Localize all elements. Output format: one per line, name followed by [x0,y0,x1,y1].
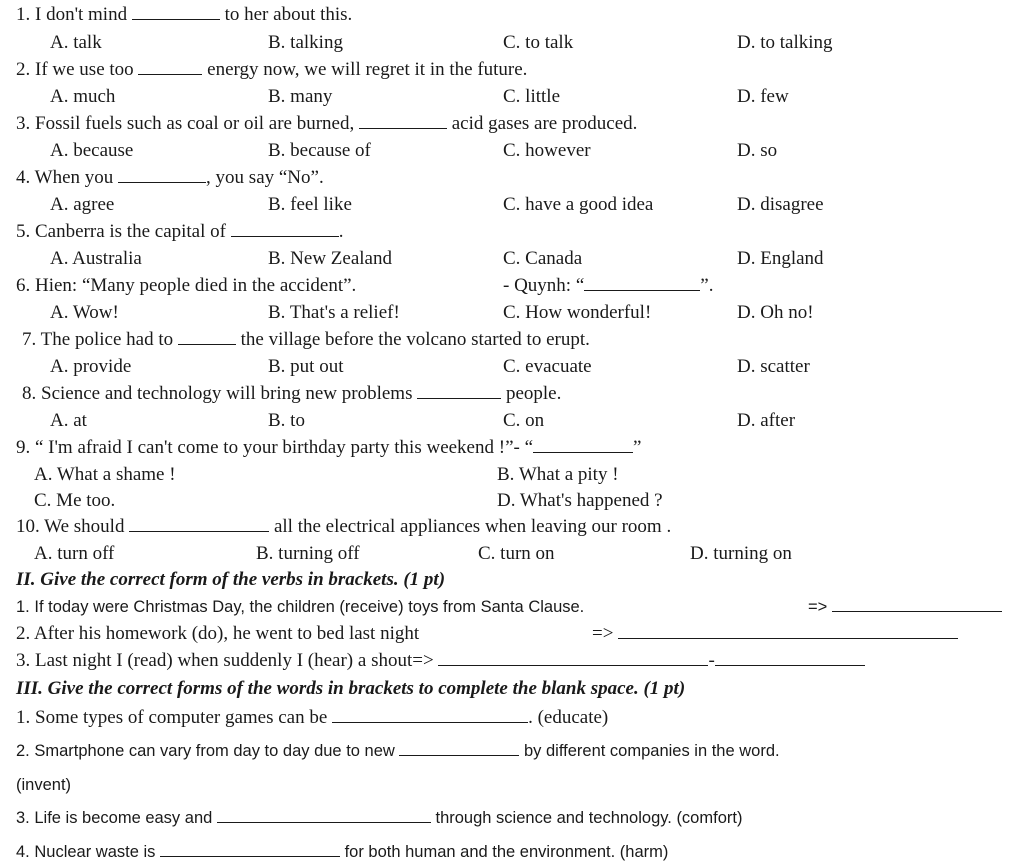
separator-text: - [708,650,715,671]
option-b[interactable]: B. What a pity ! [497,464,619,485]
item-text: through science and technology. (comfort) [435,809,743,827]
question-number: 10. [16,516,40,537]
option-a[interactable]: A. much [50,86,116,107]
verb-item-3 [16,650,865,672]
word-item-2 [16,740,780,762]
option-a[interactable]: A. Wow! [50,302,119,323]
answer-blank[interactable] [332,708,528,723]
answer-blank[interactable] [533,438,633,453]
question-text: the village before the volcano started to erupt. [240,329,590,350]
question-number: 2. [16,59,31,80]
option-c[interactable]: C. to talk [503,32,574,53]
question-text: Fossil fuels such as coal or oil are burned, [35,113,355,134]
answer-blank[interactable] [160,842,340,857]
answer-blank[interactable] [417,384,501,399]
item-text: After his homework (do), he went to bed last night [33,623,420,644]
option-b[interactable]: B. turning off [256,543,360,564]
option-d[interactable]: D. What's happened ? [497,490,663,511]
section-3-heading: III. Give the correct forms of the words in brackets to complete the blank space. (1 pt) [16,678,686,699]
arrow-text: => [808,598,828,616]
item-number: 1. [16,707,31,728]
verb-item-1-answer [808,596,1002,618]
option-c[interactable]: C. evacuate [503,356,592,377]
question-text: I don't mind [35,4,128,25]
word-item-1 [16,707,608,729]
question-3 [16,113,637,135]
option-b[interactable]: B. put out [268,356,344,377]
option-d[interactable]: D. after [737,410,796,431]
item-text: Nuclear waste is [34,843,156,861]
option-c[interactable]: C. Canada [503,248,583,269]
question-text: energy now, we will regret it in the future. [207,59,528,80]
arrow-text: => [412,650,434,671]
option-b[interactable]: B. because of [268,140,371,161]
item-number: 1. [16,598,30,616]
option-c[interactable]: C. have a good idea [503,194,654,215]
option-a[interactable]: A. provide [50,356,132,377]
option-a[interactable]: A. Australia [50,248,142,269]
option-a[interactable]: A. agree [50,194,115,215]
question-number: 5. [16,221,31,242]
option-d[interactable]: D. disagree [737,194,824,215]
option-c[interactable]: C. on [503,410,545,431]
answer-blank[interactable] [618,624,958,639]
option-a[interactable]: A. because [50,140,134,161]
option-d[interactable]: D. Oh no! [737,302,814,323]
answer-blank[interactable] [217,808,431,823]
question-number: 6. [16,275,31,296]
question-text: Hien: “Many people died in the accident”. [35,275,357,296]
item-text: Smartphone can vary from day to day due to new [34,742,395,760]
question-number: 4. [16,167,31,188]
word-item-2-hint: (invent) [16,776,72,794]
question-text: , you say “No”. [206,167,324,188]
answer-blank[interactable] [715,651,865,666]
answer-blank[interactable] [438,651,708,666]
section-2-heading: II. Give the correct form of the verbs in brackets. (1 pt) [16,569,446,590]
item-number: 3. [16,650,31,671]
answer-blank[interactable] [359,114,447,129]
item-text: for both human and the environment. (harm) [344,843,669,861]
option-b[interactable]: B. New Zealand [268,248,392,269]
question-text: The police had to [40,329,174,350]
option-a[interactable]: A. at [50,410,87,431]
question-text: ” [633,437,642,458]
question-text: If we use too [35,59,134,80]
answer-blank[interactable] [231,222,339,237]
question-5 [16,221,343,243]
option-b[interactable]: B. many [268,86,333,107]
item-text: Life is become easy and [34,809,213,827]
item-text: If today were Christmas Day, the children (receive) toys from Santa Clause. [34,598,585,616]
option-b[interactable]: B. feel like [268,194,352,215]
question-text: ”. [700,275,714,296]
question-text: Canberra is the capital of [35,221,226,242]
option-c[interactable]: C. Me too. [34,490,116,511]
option-a[interactable]: A. turn off [34,543,115,564]
item-text: . (educate) [528,707,609,728]
answer-blank[interactable] [129,517,269,532]
option-b[interactable]: B. to [268,410,305,431]
item-number: 2. [16,623,31,644]
verb-item-2 [16,623,419,645]
option-a[interactable]: A. What a shame ! [34,464,176,485]
question-text: acid gases are produced. [451,113,638,134]
option-c[interactable]: C. How wonderful! [503,302,652,323]
option-d[interactable]: D. few [737,86,789,107]
item-text: Last night I (read) when suddenly I (hear) a shout [35,650,413,671]
item-text: by different companies in the word. [524,742,780,760]
option-d[interactable]: D. England [737,248,824,269]
question-text: to her about this. [224,4,353,25]
question-text: all the electrical appliances when leaving our room . [273,516,672,537]
question-6 [16,275,356,297]
arrow-text: => [592,623,614,644]
question-text: - Quynh: “ [503,275,585,296]
option-b[interactable]: B. talking [268,32,343,53]
option-d[interactable]: D. scatter [737,356,810,377]
answer-blank[interactable] [178,330,236,345]
item-number: 4. [16,843,30,861]
option-c[interactable]: C. turn on [478,543,555,564]
option-c[interactable]: C. however [503,140,591,161]
question-text: “ I'm afraid I can't come to your birthday party this weekend !”- “ [35,437,534,458]
item-number: 3. [16,809,30,827]
option-a[interactable]: A. talk [50,32,102,53]
option-d[interactable]: D. to talking [737,32,833,53]
question-2 [16,59,527,81]
question-text: When you [34,167,114,188]
question-number: 1. [16,4,31,25]
answer-blank[interactable] [584,276,700,291]
question-number: 7. [22,329,37,350]
question-1 [16,4,352,26]
verb-item-2-answer [592,623,958,645]
question-text: We should [44,516,125,537]
question-number: 3. [16,113,31,134]
option-d[interactable]: D. so [737,140,778,161]
answer-blank[interactable] [399,741,519,756]
question-number: 8. [22,383,37,404]
question-7 [22,329,590,351]
question-10 [16,516,671,538]
word-item-4 [16,841,668,863]
answer-blank[interactable] [118,168,206,183]
option-d[interactable]: D. turning on [690,543,792,564]
question-8 [22,383,561,405]
question-text: . [338,221,344,242]
question-6-response [503,275,713,297]
question-text: Science and technology will bring new problems [41,383,413,404]
item-number: 2. [16,742,30,760]
item-text: Some types of computer games can be [35,707,328,728]
word-item-3 [16,807,742,829]
answer-blank[interactable] [132,5,220,20]
answer-blank[interactable] [138,60,202,75]
option-b[interactable]: B. That's a relief! [268,302,400,323]
question-number: 9. [16,437,31,458]
question-4 [16,167,324,189]
verb-item-1 [16,596,584,618]
answer-blank[interactable] [832,597,1002,612]
option-c[interactable]: C. little [503,86,560,107]
question-text: people. [505,383,562,404]
question-9 [16,437,641,459]
